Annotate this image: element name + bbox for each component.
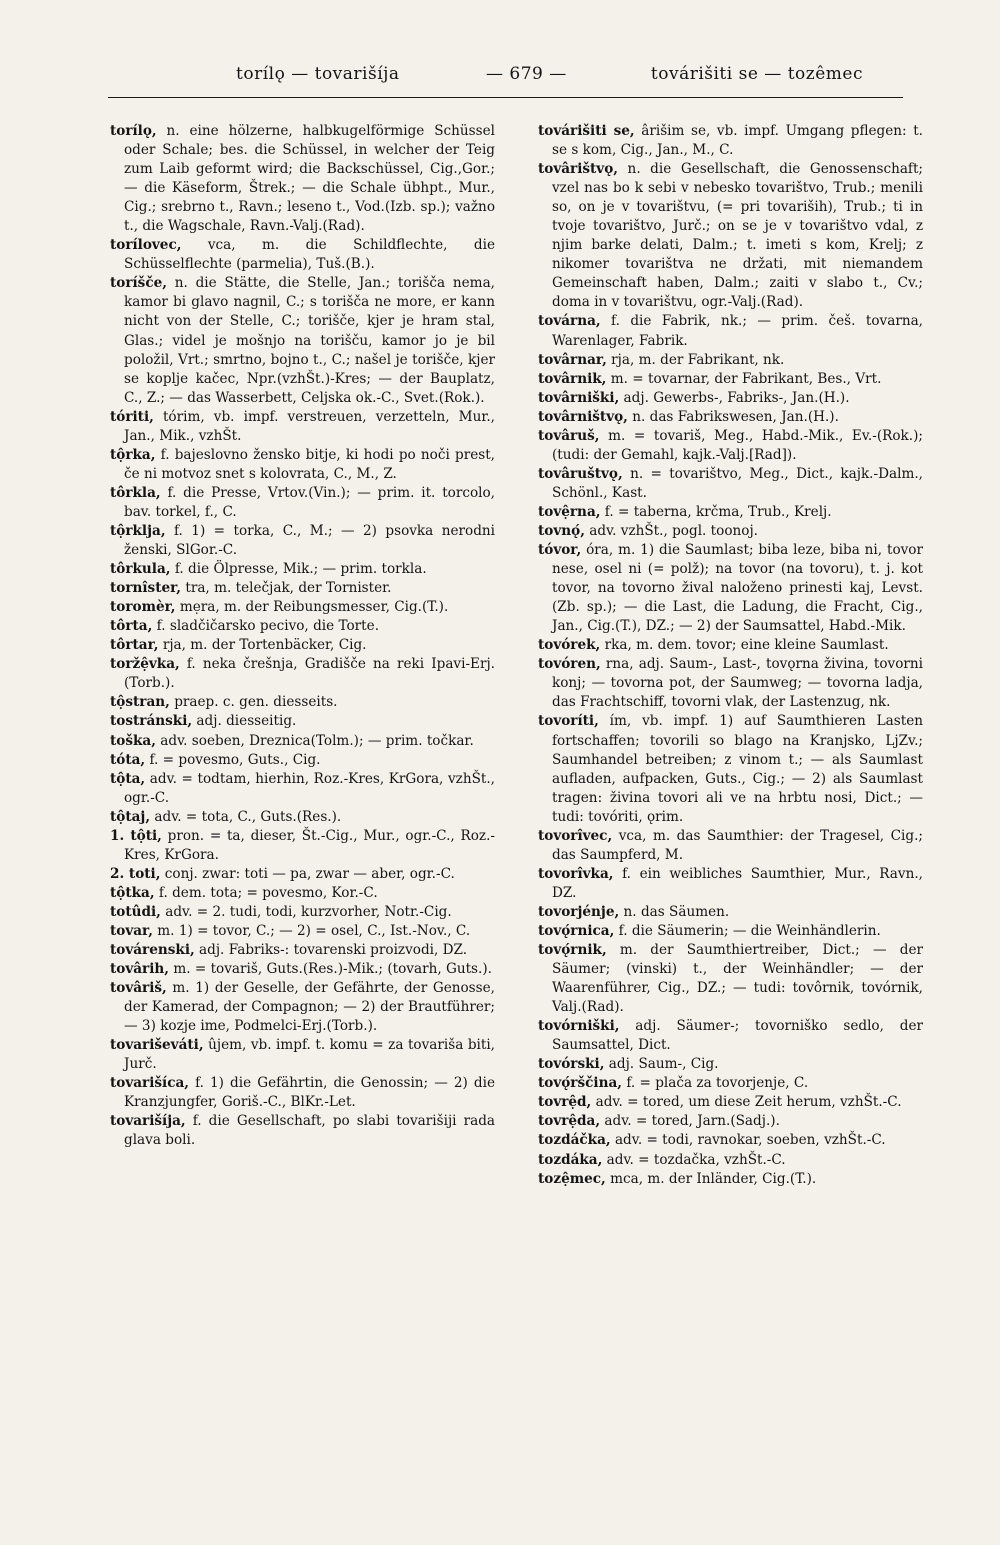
entry-definition: adv. = tota, C., Guts.(Res.). (150, 808, 342, 825)
dictionary-entry (110, 408, 495, 446)
dictionary-entry (538, 1151, 923, 1170)
entry-headword: tovoríti, (538, 713, 599, 730)
entry-definition: m. = tovariš, Guts.(Res.)-Mik.; (tovarh, Guts.). (169, 961, 492, 978)
entry-definition: rja, m. der Tortenbäcker, Cig. (158, 637, 367, 654)
dictionary-entry (538, 1017, 923, 1055)
entry-headword: toška, (110, 732, 156, 749)
entry-definition: f. ein weibliches Saumthier, Mur., Ravn., DZ. (552, 865, 923, 901)
dictionary-entry (110, 579, 495, 598)
entry-definition: adv. vzhŠt., pogl. toonoj. (584, 522, 758, 539)
entry-headword: tôrkla, (110, 484, 161, 501)
entry-definition: adv. = tored, Jarn.(Sadj.). (600, 1113, 780, 1130)
entry-headword: továrenski, (110, 942, 195, 959)
entry-headword: tovârništvǫ, (538, 408, 628, 425)
entry-headword: tovâriš, (110, 980, 167, 997)
entry-headword: tovar, (110, 922, 153, 939)
entry-definition: adj. Fabriks-: tovarenski proizvodi, DZ. (194, 942, 468, 959)
entry-definition: n. das Säumen. (619, 903, 730, 920)
dictionary-entry (110, 884, 495, 903)
entry-headword: tornîster, (110, 580, 182, 597)
entry-headword: torílovec, (110, 237, 182, 254)
header-rule (108, 97, 903, 98)
dictionary-entry (110, 1112, 495, 1150)
entry-headword: tovârnar, (538, 351, 607, 368)
entry-headword: tôrta, (110, 618, 153, 635)
dictionary-entry (538, 1055, 923, 1074)
dictionary-entry (110, 446, 495, 484)
entry-definition: m. der Saumthiertreiber, Dict.; — der Säumer; (vinski) t., der Weinhändler; — der Waarenführer, Cig., DZ.; — tudi: tovôrnik, tovórnik, Valj.(Rad). (552, 942, 923, 1016)
entry-headword: tovórniški, (538, 1018, 620, 1035)
dictionary-entry (110, 274, 495, 407)
entry-definition: m. 1) = tovor, C.; — 2) = osel, C., Ist.-Nov., C. (152, 922, 471, 939)
entry-definition: adj. diesseitig. (192, 713, 297, 730)
dictionary-entry (110, 617, 495, 636)
entry-headword: tóriti, (110, 408, 154, 425)
entry-headword: tộtaj, (110, 808, 151, 825)
dictionary-entry (110, 560, 495, 579)
entry-headword: tovóren, (538, 656, 601, 673)
entry-headword: továrišiti se, (538, 123, 635, 139)
dictionary-entry (110, 770, 495, 808)
entry-definition: f. = plača za tovorjenje, C. (622, 1075, 809, 1092)
dictionary-entry (110, 808, 495, 827)
entry-definition: n. die Stätte, die Stelle, Jan.; torišča nema, kamor bi glavo nagnil, C.; s torišča ne more, er kann nicht von der Stelle, C.; torišče, kjer je hram stal, Glas.; videl je mošnjo na torišču, kamor jo je bil položil, Vrt.; smrtno, bojno t., C.; našel je torišče, kjer se koplje kačec, Npr.(vzhŠt.)-Kres; — der Bauplatz, C., Z.; — das Wasserbett, Celjska ok.-C., Svet.(Rok.). (124, 275, 495, 406)
entry-headword: tovórski, (538, 1056, 605, 1073)
entry-headword: tovarišíca, (110, 1075, 190, 1092)
dictionary-entry (110, 941, 495, 960)
entry-headword: tovǫ́rščina, (538, 1075, 622, 1092)
entry-headword: toromèr, (110, 599, 176, 616)
dictionary-entry (110, 751, 495, 770)
dictionary-entry (538, 636, 923, 655)
dictionary-entry (538, 1093, 923, 1112)
dictionary-entry (538, 465, 923, 503)
entry-headword: tovǫ́rnica, (538, 922, 615, 939)
entry-headword: tostránski, (110, 713, 193, 730)
dictionary-entry (110, 827, 495, 865)
entry-headword: tovrệda, (538, 1113, 601, 1130)
entry-definition: f. neka črešnja, Gradišče na reki Ipavi-Erj.(Torb.). (124, 656, 495, 692)
dictionary-entry (538, 712, 923, 826)
entry-definition: ím, vb. impf. 1) auf Saumthieren Lasten fortschaffen; tovorili so blago na Kranjsko, LjZv.; Saumhandel betreiben; z vinom t.; — als Saumlast aufladen, aufpacken, Guts., Cig.; — 2) als Saumlast tragen: živina tovori ali ve na hrbtu nosi, Dict.; — tudi: tovóriti, ǫrim. (552, 713, 923, 825)
entry-definition: f. dem. tota; = povesmo, Kor.-C. (154, 884, 378, 901)
right-column (538, 122, 923, 1517)
dictionary-entry (538, 312, 923, 350)
entry-definition: n. die Gesellschaft, die Genossenschaft; vzel nas bo k sebi v nebesko tovarištvo, Trub.; menili so, on je v tovarištvu, (= pri tovariših), Trub.; ti in tvoje tovarištvo, Jurč.; on se je v tovarištvo vdal, z njim barke delati, Dalm.; t. imeti s kom, Krelj; z nikomer tovarištva ne držati, mit niemandem Gemeinschaft haben, Dalm.; zaiti v slabo t., Cv.; doma in v tovarištvu, ogr.-Valj.(Rad). (552, 161, 923, 311)
dictionary-entry (538, 1131, 923, 1150)
entry-definition: adv. = 2. tudi, todi, kurzvorher, Notr.-Cig. (160, 903, 452, 920)
dictionary-entry (110, 598, 495, 617)
entry-definition: ûjem, vb. impf. t. komu = za tovariša biti, Jurč. (124, 1037, 495, 1073)
left-column (110, 122, 495, 1517)
entry-headword: tovârnik, (538, 370, 607, 387)
entry-headword: tóvor, (538, 542, 582, 559)
dictionary-entry (538, 541, 923, 636)
entry-headword: tovârniški, (538, 389, 620, 406)
dictionary-entry (538, 941, 923, 1017)
entry-headword: tóta, (110, 751, 146, 768)
dictionary-entry (110, 903, 495, 922)
dictionary-entry (538, 922, 923, 941)
entry-definition: pron. = ta, dieser, Št.-Cig., Mur., ogr.-C., Roz.-Kres, KrGora. (124, 827, 495, 863)
dictionary-entry (110, 922, 495, 941)
entry-definition: f. die Ölpresse, Mik.; — prim. torkla. (170, 561, 427, 578)
entry-definition: f. die Presse, Vrtov.(Vin.); — prim. it. torcolo, bav. torkel, f., C. (124, 484, 495, 520)
entry-definition: f. die Gesellschaft, po slabi tovarišiji rada glava boli. (124, 1113, 495, 1149)
entry-headword: tộstran, (110, 694, 170, 711)
entry-headword: tôrkula, (110, 561, 171, 578)
entry-definition: n. = tovarištvo, Meg., Dict., kajk.-Dalm., Schönl., Kast. (552, 465, 923, 501)
entry-headword: tộtka, (110, 884, 155, 901)
dictionary-entry (110, 484, 495, 522)
entry-headword: tovariševáti, (110, 1037, 204, 1054)
entry-headword: 1. tộti, (110, 827, 162, 844)
dictionary-entry (538, 903, 923, 922)
entry-headword: tovorîvec, (538, 827, 613, 844)
entry-headword: tovệrna, (538, 503, 601, 520)
dictionary-entry (538, 522, 923, 541)
entry-definition: mca, m. der Inländer, Cig.(T.). (605, 1170, 817, 1187)
entry-definition: n. das Fabrikswesen, Jan.(H.). (627, 408, 839, 425)
dictionary-entry (538, 122, 923, 160)
entry-definition: rna, adj. Saum-, Last-, tovǫrna živina, tovorni konj; — tovorna pot, der Saumweg; — tovorna ladja, das Frachtschiff, tovorni vlak, der Lastenzug, nk. (552, 656, 923, 711)
entry-definition: rja, m. der Fabrikant, nk. (606, 351, 785, 368)
dictionary-entry (538, 1112, 923, 1131)
entry-definition: f. 1) = torka, C., M.; — 2) psovka nerodni ženski, SlGor.-C. (124, 522, 495, 559)
entry-headword: tộrka, (110, 446, 156, 463)
dictionary-entry (538, 427, 923, 465)
entry-definition: óra, m. 1) die Saumlast; biba leze, biba ni, tovor nese, osel ni (= polž); na tovor (na tovoru), t. j. kot tovor, na tovorno žival naloženo prinesti kaj, Levst.(Zb. sp.); — die Last, die Ladung, die Fracht, Cig., Jan., Cig.(T.), DZ.; — 2) der Saumsattel, Habd.-Mik. (552, 542, 923, 635)
entry-headword: tovarišíja, (110, 1113, 186, 1130)
entry-definition: n. eine hölzerne, halbkugelförmige Schüssel oder Schale; bes. die Schüssel, in welcher der Teig zum Laib geformt wird; die Backschüssel, Cig.,Gor.; — die Käseform, Štrek.; — die Schale übhpt., Mur., Cig.; srebrno t., Ravn.; leseno t., Vod.(Izb. sp.); važno t., die Wagschale, Ravn.-Valj.(Rad). (124, 123, 495, 235)
dictionary-entry (110, 122, 495, 236)
dictionary-entry (110, 865, 495, 884)
page-header (108, 58, 903, 94)
dictionary-entry (110, 655, 495, 693)
entry-definition: f. sladčičarsko pecivo, die Torte. (152, 618, 380, 635)
entry-definition: rka, m. dem. tovor; eine kleine Saumlast. (600, 637, 889, 654)
entry-headword: tozdáčka, (538, 1132, 611, 1149)
dictionary-entry (538, 827, 923, 865)
entry-headword: 2. toti, (110, 865, 161, 882)
dictionary-entry (538, 655, 923, 712)
entry-definition: mẹra, m. der Reibungsmesser, Cig.(T.). (175, 599, 449, 616)
dictionary-entry (538, 1170, 923, 1189)
entry-definition: f. die Säumerin; — die Weinhändlerin. (614, 922, 881, 939)
dictionary-entry (110, 732, 495, 751)
entry-headword: toržệvka, (110, 656, 180, 673)
dictionary-entry (110, 1074, 495, 1112)
entry-definition: conj. zwar: toti — pa, zwar — aber, ogr.-C. (160, 865, 455, 882)
dictionary-entry (538, 370, 923, 389)
entry-headword: tovârištvǫ, (538, 161, 619, 178)
entry-headword: tộta, (110, 770, 146, 787)
entry-definition: adv. = tozdačka, vzhŠt.-C. (602, 1151, 786, 1168)
entry-definition: adj. Säumer-; tovorniško sedlo, der Saumsattel, Dict. (552, 1018, 923, 1054)
page-number: — 679 — (486, 64, 567, 84)
entry-definition: adv. = tored, um diese Zeit herum, vzhŠt.-C. (591, 1094, 902, 1111)
entry-headword: tovǫ́rnik, (538, 942, 607, 959)
entry-headword: tộrklja, (110, 522, 166, 539)
entry-definition: m. = tovariš, Meg., Habd.-Mik., Ev.-(Rok.); (tudi: der Gemahl, kajk.-Valj.[Rad]). (552, 427, 923, 463)
dictionary-entry (538, 351, 923, 370)
entry-definition: f. 1) die Gefährtin, die Genossin; — 2) die Kranzjungfer, Goriš.-C., BlKr.-Let. (124, 1075, 495, 1111)
dictionary-entry (538, 1074, 923, 1093)
entry-definition: tórim, vb. impf. verstreuen, verzetteln, Mur., Jan., Mik., vzhŠt. (124, 408, 495, 444)
entry-definition: f. = taberna, krčma, Trub., Krelj. (600, 503, 832, 520)
entry-definition: vca, m. das Saumthier: der Tragesel, Cig.; das Saumpferd, M. (552, 827, 923, 863)
entry-headword: tovórek, (538, 637, 601, 654)
dictionary-entry (538, 865, 923, 903)
entry-definition: ârišim se, vb. impf. Umgang pflegen: t. se s kom, Cig., Jan., M., C. (552, 123, 923, 159)
entry-definition: adv. = todtam, hierhin, Roz.-Kres, KrGora, vzhŠt., ogr.-C. (124, 770, 495, 806)
entry-headword: tovorjénje, (538, 903, 620, 920)
entry-headword: tovâruš, (538, 427, 600, 444)
entry-definition: vca, m. die Schildflechte, die Schüsselflechte (parmelia), Tuš.(B.). (124, 237, 495, 273)
entry-headword: tozệmec, (538, 1170, 606, 1187)
dictionary-entry (538, 503, 923, 522)
dictionary-entry (110, 522, 495, 560)
entry-headword: tozdáka, (538, 1151, 603, 1168)
entry-headword: tovnǫ́, (538, 522, 585, 539)
entry-headword: torílǫ, (110, 123, 157, 139)
entry-headword: tovâruštvǫ, (538, 465, 623, 482)
entry-headword: továrna, (538, 313, 601, 330)
dictionary-entry (110, 1036, 495, 1074)
entry-definition: praep. c. gen. diesseits. (169, 694, 338, 711)
entry-definition: tra, m. telečjak, der Tornister. (181, 580, 392, 597)
entry-headword: totûdi, (110, 903, 161, 920)
header-right-guide-words: továrišiti se — tozêmec (650, 64, 863, 84)
entry-definition: m. = tovarnar, der Fabrikant, Bes., Vrt. (606, 370, 882, 387)
dictionary-entry (538, 408, 923, 427)
entry-definition: f. = povesmo, Guts., Cig. (145, 751, 321, 768)
dictionary-entry (110, 693, 495, 712)
entry-headword: toríšče, (110, 275, 167, 292)
dictionary-entry (110, 712, 495, 731)
dictionary-entry (538, 389, 923, 408)
entry-headword: tovorîvka, (538, 865, 614, 882)
entry-headword: tôrtar, (110, 637, 159, 654)
dictionary-entry (538, 160, 923, 312)
dictionary-entry (110, 960, 495, 979)
entry-definition: adv. = todi, ravnokar, soeben, vzhŠt.-C. (610, 1132, 886, 1149)
entry-headword: tovârih, (110, 961, 169, 978)
entry-definition: f. die Fabrik, nk.; — prim. češ. tovarna, Warenlager, Fabrik. (552, 313, 923, 349)
entry-definition: adj. Gewerbs-, Fabriks-, Jan.(H.). (619, 389, 850, 406)
entry-definition: f. bajeslovno žensko bitje, ki hodi po noči prest, če ni motvoz snet s kolovrata, C., M., Z. (124, 446, 495, 482)
dictionary-entry (110, 979, 495, 1036)
dictionary-entry (110, 636, 495, 655)
entry-definition: m. 1) der Geselle, der Gefährte, der Genosse, der Kamerad, der Compagnon; — 2) der Brautführer; — 3) kozje ime, Podmelci-Erj.(Torb.). (124, 980, 495, 1035)
entry-headword: tovrệd, (538, 1094, 592, 1111)
dictionary-entry (110, 236, 495, 274)
header-left-guide-words: torílǫ — tovarišíja (236, 64, 400, 84)
entry-definition: adj. Saum-, Cig. (604, 1056, 719, 1073)
entry-definition: adv. soeben, Dreznica(Tolm.); — prim. točkar. (155, 732, 474, 749)
